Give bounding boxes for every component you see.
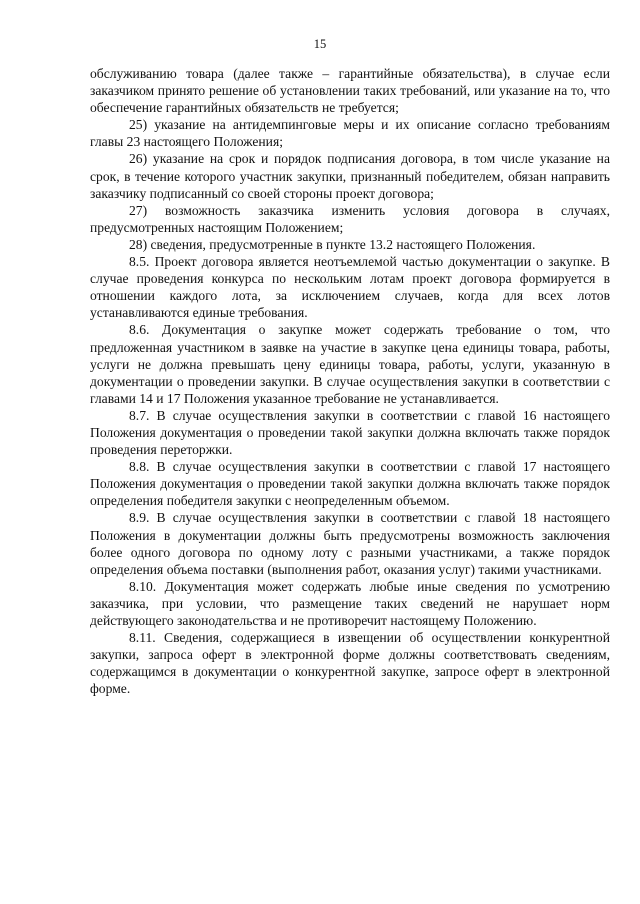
clause-8-7: 8.7. В случае осуществления закупки в соответствии с главой 16 настоящего Положения документация о проведении такой закупки должна включать также порядок проведения переторжки. — [90, 407, 610, 458]
clause-8-5: 8.5. Проект договора является неотъемлемой частью документации о закупке. В случае проведения конкурса по нескольким лотам проект договора формируется в отношении каждого лота, за исключением случаев, когда для всех лотов устанавливаются единые требования. — [90, 254, 610, 321]
clause-8-8: 8.8. В случае осуществления закупки в соответствии с главой 17 настоящего Положения документация о проведении такой закупки должна включать также порядок определения победителя закупки с неопределенным объемом. — [90, 459, 610, 509]
paragraph-continuation: обслуживанию товара (далее также – гарантийные обязательства), в случае если заказчиком принято решение об установлении таких требований, или указание на то, что обеспечение гарантийных обязательств не требуется; — [90, 66, 610, 116]
clause-8-9: 8.9. В случае осуществления закупки в соответствии с главой 18 настоящего Положения в документации должны быть предусмотрены возможность заключения более одного договора по одному лоту с разными участниками, а также порядок определения объема поставки (выполнения работ, оказания услуг) такими участниками. — [90, 510, 610, 577]
document-body — [90, 65, 610, 697]
clause-8-11: 8.11. Сведения, содержащиеся в извещении об осуществлении конкурентной закупки, запроса оферт в электронной форме должны соответствовать сведениям, содержащимся в документации о конкурентной закупке, запросе оферт в электронной форме. — [90, 630, 610, 697]
clause-8-10: 8.10. Документация может содержать любые иные сведения по усмотрению заказчика, при условии, что размещение таких сведений не нарушает норм действующего законодательства и не противоречит настоящему Положению. — [90, 578, 610, 628]
list-item-27: 27) возможность заказчика изменить условия договора в случаях, предусмотренных настоящим Положением; — [90, 202, 610, 235]
list-item-25: 25) указание на антидемпинговые меры и их описание согласно требованиям главы 23 настоящего Положения; — [90, 117, 610, 150]
list-item-28: 28) сведения, предусмотренные в пункте 13.2 настоящего Положения. — [129, 236, 536, 252]
list-item-26: 26) указание на срок и порядок подписания договора, в том числе указание на срок, в течение которого участник закупки, признанный победителем, обязан направить заказчику подписанный со своей стороны проект договора; — [90, 151, 610, 201]
clause-8-6: 8.6. Документация о закупке может содержать требование о том, что предложенная участником в заявке на участие в закупке цена единицы товара, работы, услуги не должна превышать цену единицы товара, работы, услуги, указанную в документации о проведении закупки. В случае осуществления закупки в соответствии с главами 14 и 17 Положения указанное требование не устанавливается. — [90, 322, 610, 406]
page-number: 15 — [313, 37, 327, 51]
